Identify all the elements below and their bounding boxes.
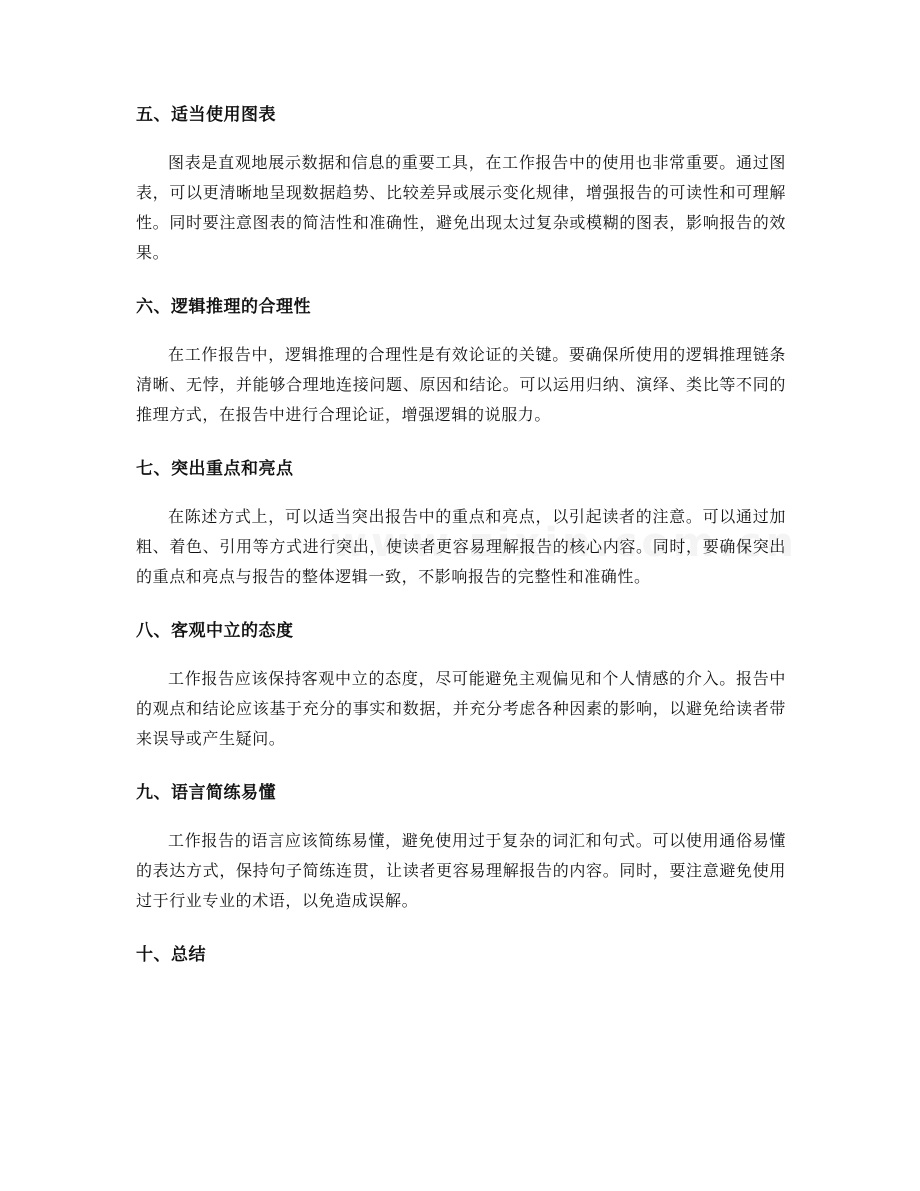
document-content — [136, 102, 786, 968]
section-heading-9: 九、语言简练易懂 — [136, 783, 276, 803]
section-paragraph-5: 图表是直观地展示数据和信息的重要工具，在工作报告中的使用也非常重要。通过图表，可以更清晰地呈现数据趋势、比较差异或展示变化规律，增强报告的可读性和可理解性。同时要注意图表的简洁性和准确性，避免出现太过复杂或模糊的图表，影响报告的效果。 — [136, 153, 786, 262]
section-paragraph-7: 在陈述方式上，可以适当突出报告中的重点和亮点，以引起读者的注意。可以通过加粗、着色、引用等方式进行突出，使读者更容易理解报告的核心内容。同时，要确保突出的重点和亮点与报告的整体逻辑一致，不影响报告的完整性和准确性。 — [136, 507, 786, 586]
section-heading-8: 八、客观中立的态度 — [136, 621, 294, 641]
section-heading-7: 七、突出重点和亮点 — [136, 459, 294, 479]
section-heading-5: 五、适当使用图表 — [136, 105, 276, 125]
section-paragraph-6: 在工作报告中，逻辑推理的合理性是有效论证的关键。要确保所使用的逻辑推理链条清晰、无悖，并能够合理地连接问题、原因和结论。可以运用归纳、演绎、类比等不同的推理方式，在报告中进行合理论证，增强逻辑的说服力。 — [136, 345, 786, 424]
section-heading-10: 十、总结 — [136, 945, 206, 965]
section-paragraph-9: 工作报告的语言应该简练易懂，避免使用过于复杂的词汇和句式。可以使用通俗易懂的表达方式，保持句子简练连贯，让读者更容易理解报告的内容。同时，要注意避免使用过于行业专业的术语，以免造成误解。 — [136, 831, 786, 910]
section-heading-6: 六、逻辑推理的合理性 — [136, 297, 311, 317]
section-paragraph-8: 工作报告应该保持客观中立的态度，尽可能避免主观偏见和个人情感的介入。报告中的观点和结论应该基于充分的事实和数据，并充分考虑各种因素的影响，以避免给读者带来误导或产生疑问。 — [136, 669, 786, 748]
